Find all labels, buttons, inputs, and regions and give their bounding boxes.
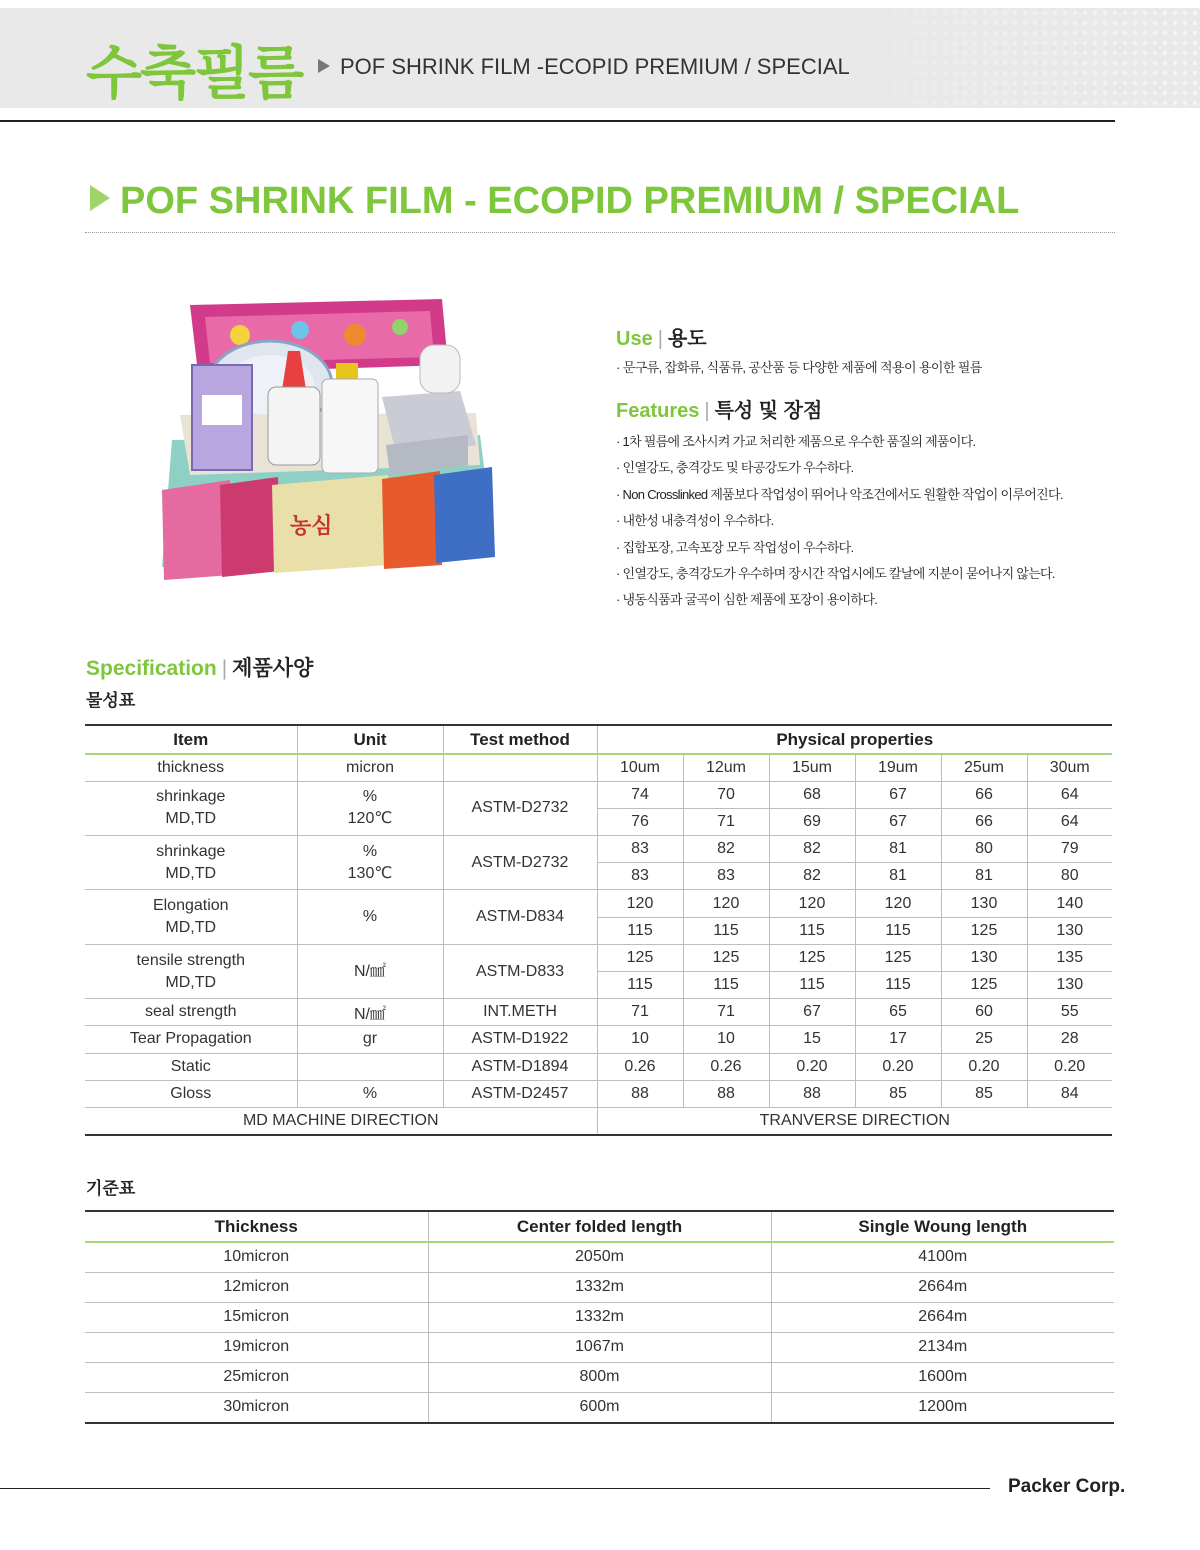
cell-value: 115 [597, 972, 683, 999]
cell-value: 64 [1027, 808, 1112, 835]
table-cell: 1200m [771, 1392, 1114, 1422]
cell-value: 10 [597, 1026, 683, 1053]
cell-value: 115 [769, 972, 855, 999]
cell-value: 82 [769, 836, 855, 863]
table-header-row [85, 725, 1112, 754]
footer-divider [0, 1488, 990, 1489]
cell-value: 125 [941, 917, 1027, 944]
table-cell: 19micron [85, 1332, 428, 1362]
cell-value: 83 [683, 863, 769, 890]
table-cell: 1332m [428, 1302, 771, 1332]
footer-brand: Packer Corp. [1008, 1476, 1126, 1497]
cell-value: 120 [683, 890, 769, 917]
cell-value: 0.20 [941, 1053, 1027, 1080]
cell-unit [297, 781, 443, 835]
table-cell: 4100m [771, 1242, 1114, 1272]
features-label-en: Features [616, 400, 700, 422]
cell-unit: N/㎟ [297, 999, 443, 1026]
specification-heading [86, 652, 313, 682]
cell-value: 82 [769, 863, 855, 890]
banner-subtitle [318, 54, 850, 80]
cell-item [85, 890, 297, 944]
section-title-text: POF SHRINK FILM - ECOPID PREMIUM / SPECIAL [120, 180, 1020, 222]
cell-value: 80 [1027, 863, 1112, 890]
cell-unit [297, 1053, 443, 1080]
cell-unit-line: % [362, 788, 378, 806]
cell-item-line: shrinkage [156, 788, 226, 806]
footer-md-note: MD MACHINE DIRECTION [85, 1107, 597, 1134]
svg-text:농심: 농심 [290, 514, 333, 539]
features-label-ko: 특성 및 장점 [714, 400, 823, 422]
cell-unit: gr [297, 1026, 443, 1053]
cell-value: 71 [683, 999, 769, 1026]
use-heading [616, 322, 1176, 351]
table-row [85, 1392, 1114, 1422]
table-cell: 10micron [85, 1242, 428, 1272]
table-cell: 25micron [85, 1362, 428, 1392]
cell-value: 88 [769, 1080, 855, 1107]
cell-item [85, 836, 297, 890]
specification-label-ko: 제품사양 [232, 657, 314, 680]
cell-value: 17 [855, 1026, 941, 1053]
cell-value: 15 [769, 1026, 855, 1053]
cell-value: 81 [941, 863, 1027, 890]
props-table-body [85, 754, 1112, 1135]
feature-item: · 집합포장, 고속포장 모두 작업성이 우수하다. [616, 539, 854, 555]
info-panel [616, 322, 1176, 614]
cell-value: 68 [769, 781, 855, 808]
cell-value: 115 [769, 917, 855, 944]
cell-value: 81 [855, 836, 941, 863]
cell-value: 79 [1027, 836, 1112, 863]
heading-separator: | [704, 400, 710, 422]
cell-value: 130 [1027, 917, 1112, 944]
heading-separator: | [657, 328, 663, 350]
table-cell: 15micron [85, 1302, 428, 1332]
cell-unit [297, 890, 443, 944]
use-label-ko: 용도 [667, 328, 707, 350]
cell-value: 120 [597, 890, 683, 917]
cell-value: 130 [941, 944, 1027, 971]
table-row [85, 754, 1112, 781]
table-cell: 1332m [428, 1272, 771, 1302]
cell-thickness-value: 19um [855, 754, 941, 781]
cell-item-line: Elongation [152, 897, 229, 915]
cell-item: Gloss [85, 1080, 297, 1107]
cell-test-method: ASTM-D834 [443, 890, 597, 944]
table-row [85, 1026, 1112, 1053]
table-row [85, 781, 1112, 808]
table-cell: 2664m [771, 1302, 1114, 1332]
cell-value: 125 [769, 944, 855, 971]
table-row [85, 1332, 1114, 1362]
cell-value: 66 [941, 781, 1027, 808]
cell-value: 115 [683, 917, 769, 944]
header-unit: Unit [297, 725, 443, 754]
cell-value: 69 [769, 808, 855, 835]
cell-value: 120 [855, 890, 941, 917]
features-heading [616, 394, 1176, 423]
cell-unit-line: 130℃ [347, 864, 393, 882]
cell-unit-line: N/㎟ [353, 962, 386, 980]
feature-item: · 냉동식품과 굴곡이 심한 제품에 포장이 용이하다. [616, 592, 878, 608]
banner-subtitle-text: POF SHRINK FILM -ECOPID PREMIUM / SPECIAL [340, 54, 850, 79]
standard-length-table [85, 1210, 1114, 1424]
cell-value: 10 [683, 1026, 769, 1053]
feature-item: · 내한성 내충격성이 우수하다. [616, 513, 774, 529]
feature-item: · 인열강도, 충격강도가 우수하며 장시간 작업시에도 칼날에 지분이 묻어나지 않는다. [616, 565, 1055, 581]
cell-item [85, 781, 297, 835]
std-table-body [85, 1242, 1114, 1423]
header-center-folded-length: Center folded length [428, 1211, 771, 1242]
table-cell: 800m [428, 1362, 771, 1392]
cell-item-line: shrinkage [156, 842, 226, 860]
table-row [85, 1362, 1114, 1392]
cell-value: 28 [1027, 1026, 1112, 1053]
feature-item: · 1차 필름에 조사시켜 가교 처리한 제품으로 우수한 품질의 제품이다. [616, 434, 976, 449]
cell-value: 80 [941, 836, 1027, 863]
cell-value: 70 [683, 781, 769, 808]
cell-value: 83 [597, 863, 683, 890]
table-row [85, 944, 1112, 971]
table-row [85, 1302, 1114, 1332]
cell-thickness-value: 10um [597, 754, 683, 781]
cell-thickness-value: 25um [941, 754, 1027, 781]
cell-value: 25 [941, 1026, 1027, 1053]
cell-item-line: MD,TD [165, 864, 217, 882]
use-text: · 문구류, 잡화류, 식품류, 공산품 등 다양한 제품에 적용이 용이한 필름 [616, 360, 982, 375]
cell-item-line: MD,TD [165, 973, 217, 991]
cell-value: 85 [941, 1080, 1027, 1107]
cell-unit [297, 836, 443, 890]
cell-item-line: tensile strength [136, 951, 245, 969]
cell-value: 85 [855, 1080, 941, 1107]
header-single-woung-length: Single Woung length [771, 1211, 1114, 1242]
table-header-row [85, 1211, 1114, 1242]
cell-value: 130 [941, 890, 1027, 917]
cell-value: 125 [941, 972, 1027, 999]
feature-item: · 인열강도, 충격강도 및 타공강도가 우수하다. [616, 460, 854, 476]
banner-title: 수축필름 [86, 39, 303, 107]
cell-value: 67 [855, 781, 941, 808]
cell-value: 115 [855, 972, 941, 999]
cell-value: 140 [1027, 890, 1112, 917]
cell-thickness-value: 15um [769, 754, 855, 781]
table-row [85, 1053, 1112, 1080]
cell-value: 115 [855, 917, 941, 944]
heading-separator: | [221, 657, 228, 680]
cell-value: 0.20 [855, 1053, 941, 1080]
table-cell: 600m [428, 1392, 771, 1422]
table-cell: 1067m [428, 1332, 771, 1362]
specification-label-en: Specification [86, 657, 217, 680]
table-cell: 2664m [771, 1272, 1114, 1302]
cell-value: 125 [597, 944, 683, 971]
cell-value: 82 [683, 836, 769, 863]
cell-value: 83 [597, 836, 683, 863]
cell-item [85, 944, 297, 998]
cell-value: 0.26 [683, 1053, 769, 1080]
cell-item: seal strength [85, 999, 297, 1026]
triangle-bullet-icon [318, 59, 330, 73]
cell-test-method: INT.METH [443, 999, 597, 1026]
table-cell: 30micron [85, 1392, 428, 1422]
cell-item-line: MD,TD [165, 919, 217, 937]
table-cell: 2050m [428, 1242, 771, 1272]
cell-test-method: ASTM-D2732 [443, 836, 597, 890]
footer-td-note: TRANVERSE DIRECTION [597, 1107, 1112, 1134]
cell-value: 88 [597, 1080, 683, 1107]
cell-value: 84 [1027, 1080, 1112, 1107]
cell-value: 120 [769, 890, 855, 917]
props-table-label: 물성표 [86, 691, 136, 710]
product-photo [150, 295, 505, 585]
cell-item: Static [85, 1053, 297, 1080]
features-list [616, 429, 1176, 614]
cell-test-method: ASTM-D1894 [443, 1053, 597, 1080]
cell-value: 55 [1027, 999, 1112, 1026]
cell-value: 65 [855, 999, 941, 1026]
cell-value: 71 [597, 999, 683, 1026]
table-row [85, 890, 1112, 917]
cell-unit: % [297, 1080, 443, 1107]
feature-item: · Non Crosslinked 제품보다 작업성이 뛰어나 악조건에서도 원활한 작업이 이루어진다. [616, 486, 1063, 502]
cell-test-method: ASTM-D1922 [443, 1026, 597, 1053]
cell-item-line: MD,TD [165, 810, 217, 828]
table-row [85, 1242, 1114, 1272]
cell-value: 76 [597, 808, 683, 835]
cell-thickness-value: 12um [683, 754, 769, 781]
table-row [85, 1080, 1112, 1107]
cell-value: 130 [1027, 972, 1112, 999]
cell-value: 115 [683, 972, 769, 999]
dotted-divider [85, 232, 1115, 233]
table-cell: 12micron [85, 1272, 428, 1302]
cell-test-method: ASTM-D2732 [443, 781, 597, 835]
cell-unit: micron [297, 754, 443, 781]
cell-value: 64 [1027, 781, 1112, 808]
cell-unit-line: % [362, 842, 378, 860]
banner-divider [0, 120, 1115, 122]
triangle-bullet-icon [90, 185, 110, 211]
cell-value: 67 [855, 808, 941, 835]
std-table-label: 기준표 [86, 1179, 136, 1198]
table-row [85, 999, 1112, 1026]
cell-test-method: ASTM-D2457 [443, 1080, 597, 1107]
cell-value: 67 [769, 999, 855, 1026]
header-item: Item [85, 725, 297, 754]
cell-thickness-value: 30um [1027, 754, 1112, 781]
cell-value: 71 [683, 808, 769, 835]
table-cell: 1600m [771, 1362, 1114, 1392]
cell-unit-line: 120℃ [347, 810, 393, 828]
cell-value: 115 [597, 917, 683, 944]
cell-item: Tear Propagation [85, 1026, 297, 1053]
header-test-method: Test method [443, 725, 597, 754]
cell-value: 66 [941, 808, 1027, 835]
cell-value: 88 [683, 1080, 769, 1107]
table-row [85, 1272, 1114, 1302]
section-title [90, 180, 1019, 223]
cell-unit-line: % [362, 908, 378, 926]
cell-value: 0.20 [1027, 1053, 1112, 1080]
use-label-en: Use [616, 328, 653, 350]
physical-properties-table [85, 724, 1112, 1136]
cell-value: 125 [683, 944, 769, 971]
cell-item: thickness [85, 754, 297, 781]
cell-value: 0.20 [769, 1053, 855, 1080]
cell-value: 125 [855, 944, 941, 971]
cell-value: 0.26 [597, 1053, 683, 1080]
header-thickness: Thickness [85, 1211, 428, 1242]
table-footer-row [85, 1107, 1112, 1134]
cell-test-method: ASTM-D833 [443, 944, 597, 998]
header-physical-properties: Physical properties [597, 725, 1112, 754]
cell-value: 74 [597, 781, 683, 808]
table-cell: 2134m [771, 1332, 1114, 1362]
cell-value: 135 [1027, 944, 1112, 971]
table-row [85, 836, 1112, 863]
cell-unit [297, 944, 443, 998]
cell-value: 60 [941, 999, 1027, 1026]
cell-test-method [443, 754, 597, 781]
top-banner [0, 8, 1200, 108]
cell-value: 81 [855, 863, 941, 890]
